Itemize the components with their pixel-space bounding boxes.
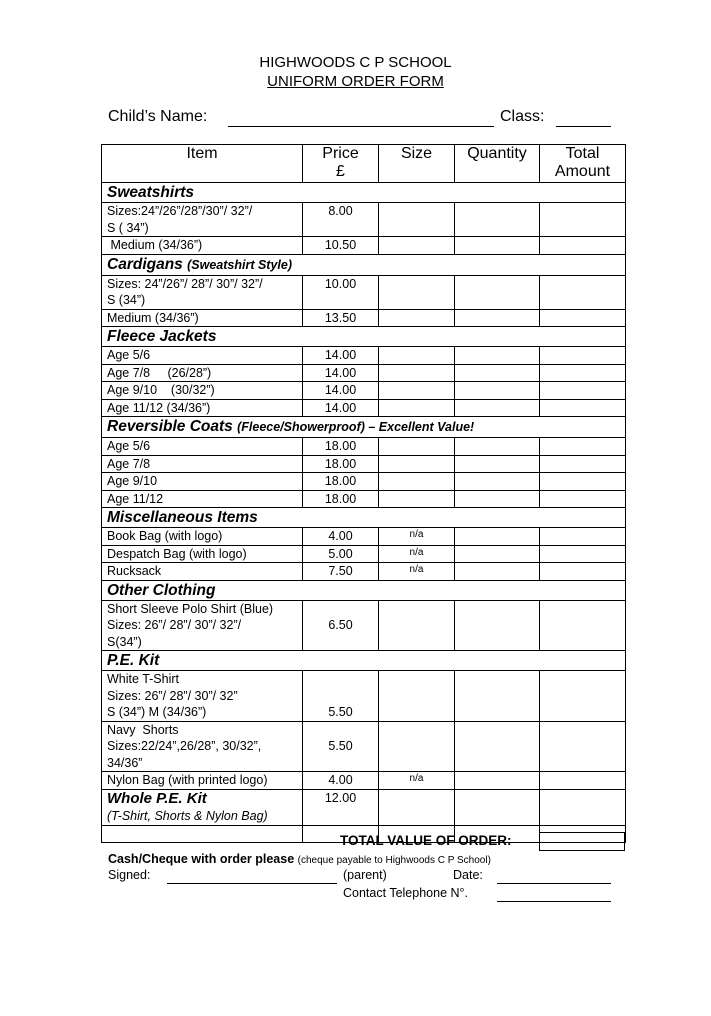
col-size: Size xyxy=(379,145,455,183)
child-name-label: Child’s Name: xyxy=(108,108,208,125)
date-label: Date: xyxy=(453,868,483,882)
price-cell: 14.00 xyxy=(303,399,379,417)
table-row xyxy=(102,473,626,491)
item-cell: Age 11/12 (34/36”) xyxy=(102,399,303,417)
price-cell: 8.00 xyxy=(303,203,379,237)
table-row xyxy=(102,789,626,825)
price-cell: 18.00 xyxy=(303,473,379,491)
price-cell: 14.00 xyxy=(303,347,379,365)
price-cell: 10.00 xyxy=(303,275,379,309)
section-other-clothing: Other Clothing xyxy=(102,580,626,600)
item-cell: Sizes: 24”/26”/ 28”/ 30”/ 32”/ S (34”) xyxy=(102,275,303,309)
price-cell: 14.00 xyxy=(303,382,379,400)
item-cell: Age 5/6 xyxy=(102,438,303,456)
item-cell: Medium (34/36”) xyxy=(102,309,303,327)
total-input[interactable] xyxy=(540,600,626,651)
item-cell: Age 7/8 (26/28”) xyxy=(102,364,303,382)
item-cell: Rucksack xyxy=(102,563,303,581)
price-cell: 4.00 xyxy=(303,528,379,546)
date-field[interactable] xyxy=(497,883,611,884)
total-label: TOTAL VALUE OF ORDER: xyxy=(340,833,512,848)
col-price: Price £ xyxy=(303,145,379,183)
parent-label: (parent) xyxy=(343,868,387,882)
total-input[interactable] xyxy=(540,789,626,825)
quantity-input[interactable] xyxy=(455,600,540,651)
quantity-input[interactable] xyxy=(455,455,540,473)
item-cell: Despatch Bag (with logo) xyxy=(102,545,303,563)
quantity-input[interactable] xyxy=(455,545,540,563)
item-cell: Navy Shorts Sizes:22/24”,26/28”, 30/32”, 34/36” xyxy=(102,721,303,772)
item-cell: Short Sleeve Polo Shirt (Blue) Sizes: 26”/ 28”/ 30”/ 32”/ S(34”) xyxy=(102,600,303,651)
size-input[interactable] xyxy=(379,455,455,473)
signed-label: Signed: xyxy=(108,868,151,882)
total-input[interactable] xyxy=(540,237,626,255)
size-input[interactable] xyxy=(379,490,455,508)
table-row xyxy=(102,309,626,327)
price-cell: 6.50 xyxy=(303,600,379,651)
total-input[interactable] xyxy=(540,275,626,309)
size-input[interactable] xyxy=(379,721,455,772)
child-name-field[interactable] xyxy=(228,126,494,127)
table-row xyxy=(102,364,626,382)
total-input[interactable] xyxy=(540,455,626,473)
price-cell: 12.00 xyxy=(303,789,379,825)
form-title: UNIFORM ORDER FORM xyxy=(267,73,444,90)
item-cell: Nylon Bag (with printed logo) xyxy=(102,772,303,790)
item-cell: Age 9/10 xyxy=(102,473,303,491)
item-cell: Age 7/8 xyxy=(102,455,303,473)
total-input[interactable] xyxy=(540,382,626,400)
payment-note xyxy=(108,852,491,866)
phone-label: Contact Telephone N°. xyxy=(343,886,468,900)
size-input[interactable] xyxy=(379,364,455,382)
quantity-input[interactable] xyxy=(455,309,540,327)
table-row xyxy=(102,721,626,772)
size-cell: n/a xyxy=(379,528,455,546)
size-cell: n/a xyxy=(379,772,455,790)
table-row xyxy=(102,275,626,309)
table-row xyxy=(102,382,626,400)
size-input[interactable] xyxy=(379,309,455,327)
total-value-field[interactable] xyxy=(539,832,625,851)
total-input[interactable] xyxy=(540,399,626,417)
table-row xyxy=(102,490,626,508)
quantity-input[interactable] xyxy=(455,671,540,722)
quantity-input[interactable] xyxy=(455,528,540,546)
table-row xyxy=(102,772,626,790)
total-input[interactable] xyxy=(540,473,626,491)
table-row xyxy=(102,563,626,581)
item-cell: Age 11/12 xyxy=(102,490,303,508)
payment-note-cheque: (cheque payable to Highwoods C P School) xyxy=(297,855,491,866)
table-row xyxy=(102,455,626,473)
total-input[interactable] xyxy=(540,203,626,237)
size-input[interactable] xyxy=(379,382,455,400)
quantity-input[interactable] xyxy=(455,399,540,417)
size-cell: n/a xyxy=(379,563,455,581)
class-label: Class: xyxy=(500,108,545,125)
price-cell: 5.50 xyxy=(303,721,379,772)
item-cell: Book Bag (with logo) xyxy=(102,528,303,546)
price-cell: 5.50 xyxy=(303,671,379,722)
total-input[interactable] xyxy=(540,772,626,790)
quantity-input[interactable] xyxy=(455,382,540,400)
price-cell: 18.00 xyxy=(303,490,379,508)
col-quantity: Quantity xyxy=(455,145,540,183)
quantity-input[interactable] xyxy=(455,438,540,456)
table-row xyxy=(102,545,626,563)
price-cell: 18.00 xyxy=(303,438,379,456)
section-fleece-jackets: Fleece Jackets xyxy=(102,327,626,347)
price-cell: 4.00 xyxy=(303,772,379,790)
section-reversible-coats: Reversible Coats (Fleece/Showerproof) – Excellent Value! xyxy=(102,417,626,438)
item-cell: Age 5/6 xyxy=(102,347,303,365)
quantity-input[interactable] xyxy=(455,473,540,491)
section-pe-kit: P.E. Kit xyxy=(102,651,626,671)
item-cell: Sizes:24”/26”/28”/30”/ 32”/ S ( 34”) xyxy=(102,203,303,237)
quantity-input[interactable] xyxy=(455,364,540,382)
price-cell: 14.00 xyxy=(303,364,379,382)
quantity-input[interactable] xyxy=(455,237,540,255)
section-misc: Miscellaneous Items xyxy=(102,508,626,528)
table-row xyxy=(102,438,626,456)
table-row xyxy=(102,528,626,546)
quantity-input[interactable] xyxy=(455,772,540,790)
price-cell: 5.00 xyxy=(303,545,379,563)
item-cell: White T-Shirt Sizes: 26”/ 28”/ 30”/ 32” S (34”) M (34/36”) xyxy=(102,671,303,722)
total-input[interactable] xyxy=(540,490,626,508)
table-header-row xyxy=(102,145,626,183)
size-cell: n/a xyxy=(379,545,455,563)
section-sweatshirts: Sweatshirts xyxy=(102,183,626,203)
item-cell: Whole P.E. Kit (T-Shirt, Shorts & Nylon Bag) xyxy=(102,789,303,825)
size-input[interactable] xyxy=(379,237,455,255)
price-cell: 7.50 xyxy=(303,563,379,581)
table-row xyxy=(102,399,626,417)
quantity-input[interactable] xyxy=(455,203,540,237)
quantity-input[interactable] xyxy=(455,490,540,508)
total-input[interactable] xyxy=(540,545,626,563)
size-input[interactable] xyxy=(379,789,455,825)
table-row xyxy=(102,203,626,237)
total-input[interactable] xyxy=(540,528,626,546)
class-field[interactable] xyxy=(556,126,611,127)
table-row xyxy=(102,237,626,255)
size-input[interactable] xyxy=(379,399,455,417)
total-input[interactable] xyxy=(540,364,626,382)
item-cell: Age 9/10 (30/32”) xyxy=(102,382,303,400)
size-input[interactable] xyxy=(379,600,455,651)
total-input[interactable] xyxy=(540,721,626,772)
total-input[interactable] xyxy=(540,563,626,581)
size-input[interactable] xyxy=(379,473,455,491)
size-input[interactable] xyxy=(379,203,455,237)
signature-field[interactable] xyxy=(167,883,337,884)
col-total: Total Amount xyxy=(540,145,626,183)
payment-note-bold: Cash/Cheque with order please xyxy=(108,852,295,866)
phone-field[interactable] xyxy=(497,901,611,902)
quantity-input[interactable] xyxy=(455,347,540,365)
price-cell: 13.50 xyxy=(303,309,379,327)
size-input[interactable] xyxy=(379,347,455,365)
section-cardigans: Cardigans (Sweatshirt Style) xyxy=(102,254,626,275)
price-cell: 18.00 xyxy=(303,455,379,473)
total-input[interactable] xyxy=(540,671,626,722)
price-cell: 10.50 xyxy=(303,237,379,255)
table-row xyxy=(102,347,626,365)
size-input[interactable] xyxy=(379,438,455,456)
quantity-input[interactable] xyxy=(455,563,540,581)
total-input[interactable] xyxy=(540,347,626,365)
item-cell: Medium (34/36”) xyxy=(102,237,303,255)
total-input[interactable] xyxy=(540,309,626,327)
quantity-input[interactable] xyxy=(455,721,540,772)
total-input[interactable] xyxy=(540,438,626,456)
col-item: Item xyxy=(102,145,303,183)
quantity-input[interactable] xyxy=(455,275,540,309)
school-name: HIGHWOODS C P SCHOOL xyxy=(259,54,452,71)
size-input[interactable] xyxy=(379,671,455,722)
table-row xyxy=(102,671,626,722)
quantity-input[interactable] xyxy=(455,789,540,825)
table-row xyxy=(102,600,626,651)
item-cell[interactable] xyxy=(102,825,303,842)
size-input[interactable] xyxy=(379,275,455,309)
order-table xyxy=(101,144,626,843)
